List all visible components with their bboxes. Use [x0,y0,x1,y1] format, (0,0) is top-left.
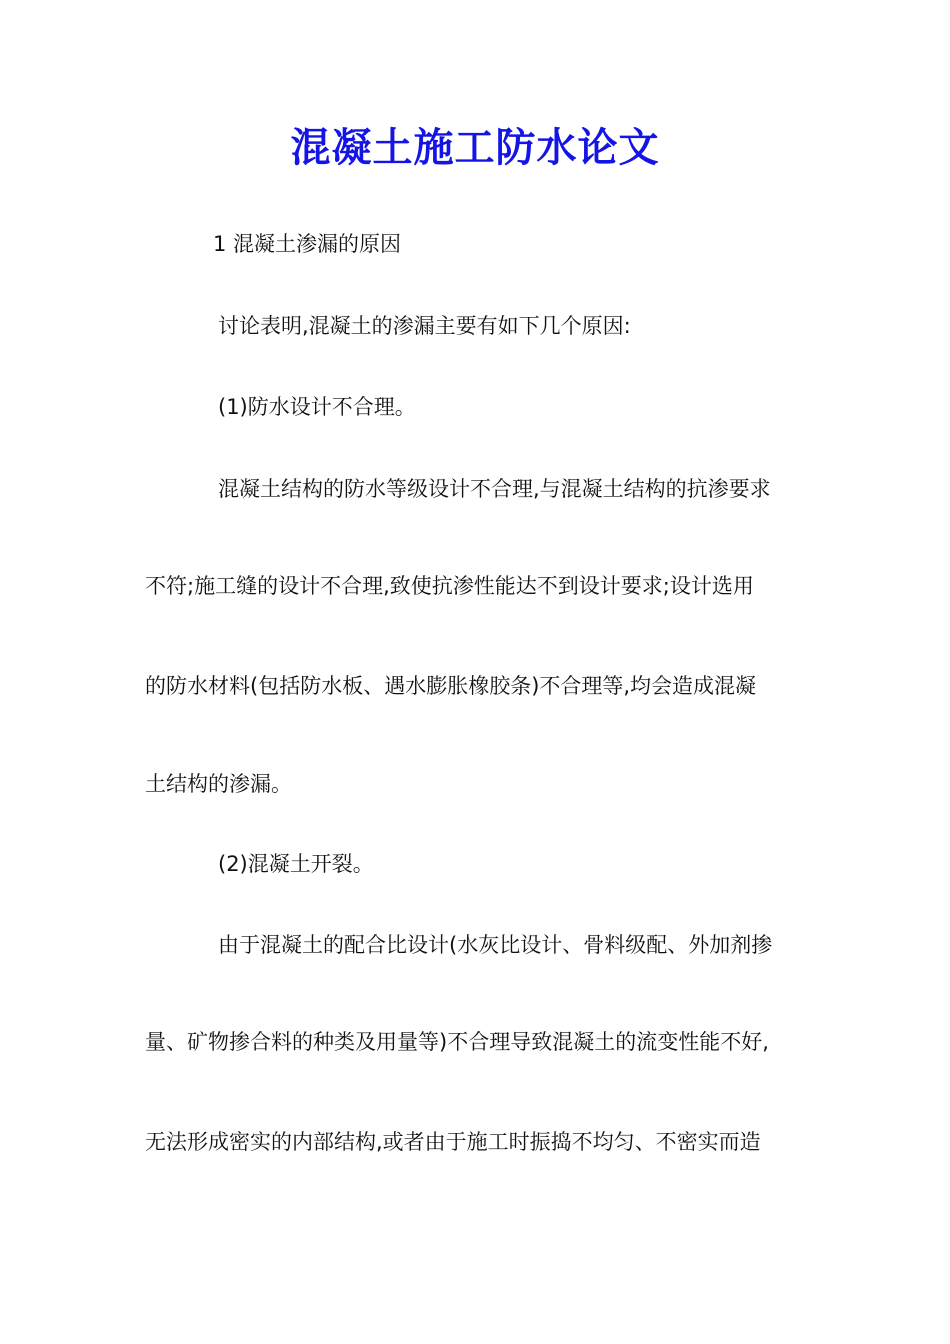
section-heading-1: 1 混凝土渗漏的原因 [213,232,402,256]
paragraph-2-line-2: 量、矿物掺合料的种类及用量等)不合理导致混凝土的流变性能不好, [145,1030,769,1054]
paragraph-2-line-3: 无法形成密实的内部结构,或者由于施工时振捣不均匀、不密实而造 [145,1130,761,1154]
subheading-2: (2)混凝土开裂。 [218,852,374,876]
document-title: 混凝土施工防水论文 [290,124,660,171]
paragraph-1-line-2: 不符;施工缝的设计不合理,致使抗渗性能达不到设计要求;设计选用 [145,574,754,598]
paragraph-intro: 讨论表明,混凝土的渗漏主要有如下几个原因: [218,314,631,338]
paragraph-1-line-4: 土结构的渗漏。 [145,772,292,796]
subheading-1: (1)防水设计不合理。 [218,395,416,419]
paragraph-1-line-3: 的防水材料(包括防水板、遇水膨胀橡胶条)不合理等,均会造成混凝 [145,674,757,698]
paragraph-2-line-1: 由于混凝土的配合比设计(水灰比设计、骨料级配、外加剂掺 [218,933,773,957]
paragraph-1-line-1: 混凝土结构的防水等级设计不合理,与混凝土结构的抗渗要求 [218,477,771,501]
